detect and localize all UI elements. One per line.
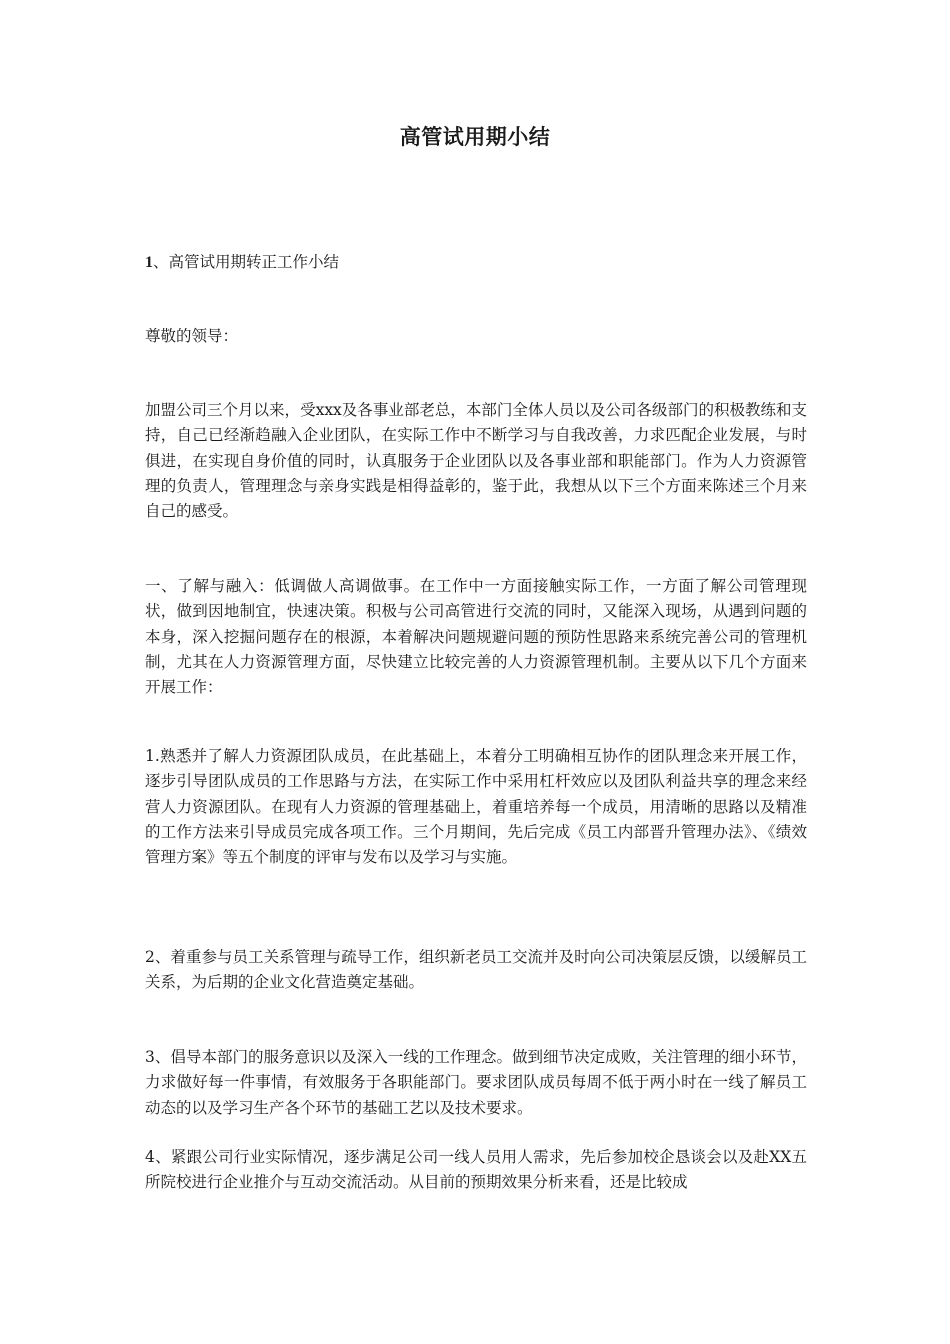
paragraph-item-2: 2、着重参与员工关系管理与疏导工作，组织新老员工交流并及时向公司决策层反馈，以缓解员工关系，为后期的企业文化营造奠定基础。 <box>145 948 807 992</box>
paragraph-understanding-integration: 一、了解与融入：低调做人高调做事。在工作中一方面接触实际工作，一方面了解公司管理现状，做到因地制宜，快速决策。积极与公司高管进行交流的同时，又能深入现场，从遇到问题的本身，深入挖掘问题存在的根源，本着解决问题规避问题的预防性思路来系统完善公司的管理机制，尤其在人力资源管理方面，尽快建立比较完善的人力资源管理机制。主要从以下几个方面来开展工作： <box>145 577 807 697</box>
section-heading <box>145 250 807 275</box>
paragraph-item-3: 3、倡导本部门的服务意识以及深入一线的工作理念。做到细节决定成败，关注管理的细小环节，力求做好每一件事情，有效服务于各职能部门。要求团队成员每周不低于两小时在一线了解员工动态的以及学习生产各个环节的基础工艺以及技术要求。 <box>145 1048 807 1117</box>
paragraph-item-1: 1.熟悉并了解人力资源团队成员，在此基础上，本着分工明确相互协作的团队理念来开展工作，逐步引导团队成员的工作思路与方法，在实际工作中采用杠杆效应以及团队利益共享的理念来经营人力资源团队。在现有人力资源的管理基础上，着重培养每一个成员，用清晰的思路以及精准的工作方法来引导成员完成各项工作。三个月期间，先后完成《员工内部晋升管理办法》、《绩效管理方案》等五个制度的评审与发布以及学习与实施。 <box>145 747 807 867</box>
section-number: 1 <box>145 254 153 271</box>
greeting: 尊敬的领导： <box>145 327 239 345</box>
paragraph-intro: 加盟公司三个月以来，受xxx及各事业部老总，本部门全体人员以及公司各级部门的积极教练和支持，自己已经渐趋融入企业团队，在实际工作中不断学习与自我改善，力求匹配企业发展，与时俱进，在实现自身价值的同时，认真服务于企业团队以及各事业部和职能部门。作为人力资源管理的负责人，管理理念与亲身实践是相得益彰的，鉴于此，我想从以下三个方面来陈述三个月来自己的感受。 <box>145 401 807 521</box>
document-title: 高管试用期小结 <box>399 124 551 149</box>
section-heading-text: 、高管试用期转正工作小结 <box>153 253 340 271</box>
paragraph-item-4: 4、紧跟公司行业实际情况，逐步满足公司一线人员用人需求，先后参加校企恳谈会以及赴XX五所院校进行企业推介与互动交流活动。从目前的预期效果分析来看，还是比较成 <box>145 1148 807 1192</box>
